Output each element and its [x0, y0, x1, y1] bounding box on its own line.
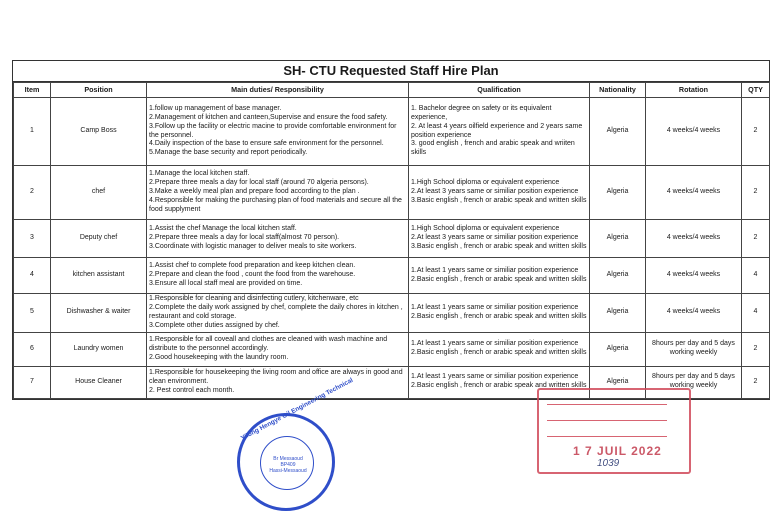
- stamp-rule: [547, 436, 667, 437]
- duty-line: 2.Prepare and clean the food , count the food from the warehouse.: [149, 271, 356, 279]
- duty-line: 4.Daily inspection of the base to ensure safe environment for the personnel.: [149, 140, 384, 148]
- stamp-reference: 1039: [597, 458, 620, 469]
- stamp-address: [268, 456, 308, 474]
- duty-line: 3.Make a weekly meal plan and prepare food according to the plan .: [149, 188, 360, 196]
- qualification-line: 2.Basic english , french or arabic speak and written skills: [411, 382, 587, 390]
- duty-line: 1.Assist chef to complete food preparation and keep kitchen clean.: [149, 262, 356, 270]
- qualification-line: 1.At least 1 years same or similiar position experience: [411, 373, 579, 381]
- stamp-rule: [547, 404, 667, 405]
- duty-line: 3.Coordinate with logistic manager to deliver meals to site workers.: [149, 242, 357, 250]
- header-rotation: Rotation: [646, 83, 742, 98]
- header-position: Position: [51, 83, 147, 98]
- stamp-address-line: Hassi-Messaoud: [269, 468, 307, 474]
- header-nationality: Nationality: [590, 83, 646, 98]
- table-header-row: [14, 83, 770, 98]
- qty-cell: 2: [742, 366, 770, 398]
- rotation-cell: 4 weeks/4 weeks: [646, 294, 742, 333]
- duty-line: 2.Good housekeeping with the laundry room.: [149, 353, 289, 361]
- position-cell: kitchen assistant: [51, 258, 147, 294]
- table-row: [14, 220, 770, 258]
- company-round-stamp: [237, 376, 355, 511]
- item-number-cell: 2: [14, 166, 51, 220]
- nationality-cell: Algeria: [590, 220, 646, 258]
- stamp-address-line: Br Messaoud BP409: [273, 456, 303, 468]
- item-number-cell: 5: [14, 294, 51, 333]
- qualification-line: 1.At least 1 years same or similiar position experience: [411, 303, 579, 311]
- item-number-cell: 6: [14, 332, 51, 366]
- position-cell: House Cleaner: [51, 366, 147, 398]
- duty-line: 1.Manage the local kitchen staff.: [149, 170, 250, 178]
- qualification-line: 2.Basic english , french or arabic speak and written skills: [411, 312, 587, 320]
- duties-cell: [147, 258, 409, 294]
- qualification-line: 2.Basic english , french or arabic speak and written skills: [411, 349, 587, 357]
- qualification-line: 2. At least 4 years oilfield experience and 2 years same position experience: [411, 122, 583, 139]
- nationality-cell: Algeria: [590, 366, 646, 398]
- duty-line: 3.Follow up the facility or electric macine to provide comfortable environment for the personnel.: [149, 122, 397, 139]
- table-row: [14, 294, 770, 333]
- qty-cell: 4: [742, 258, 770, 294]
- duties-cell: [147, 166, 409, 220]
- duty-line: 1.follow up management of base manager.: [149, 104, 282, 112]
- item-number-cell: 4: [14, 258, 51, 294]
- rotation-cell: 4 weeks/4 weeks: [646, 166, 742, 220]
- nationality-cell: Algeria: [590, 332, 646, 366]
- duty-line: 3.Complete other duties assigned by chef.: [149, 321, 280, 329]
- table-row: [14, 332, 770, 366]
- qty-cell: 2: [742, 98, 770, 166]
- staff-hire-plan-document: [12, 60, 770, 400]
- qty-cell: 4: [742, 294, 770, 333]
- duties-cell: [147, 366, 409, 398]
- header-duties: Main duties/ Responsibility: [147, 83, 409, 98]
- qualification-cell: [409, 332, 590, 366]
- qualification-cell: [409, 98, 590, 166]
- duty-line: 2. Pest control each month.: [149, 386, 235, 394]
- duty-line: 2.Prepare three meals a day for local staff(almost 70 person).: [149, 234, 340, 242]
- header-item: Item: [14, 83, 51, 98]
- duties-cell: [147, 294, 409, 333]
- duty-line: 2.Prepare three meals a day for local staff (around 70 algeria persons).: [149, 179, 369, 187]
- duty-line: 2.Management of kitchen and canteen,Supervise and ensure the food safety.: [149, 113, 388, 121]
- qualification-line: 2.At least 3 years same or similiar position experience: [411, 234, 579, 242]
- duty-line: 2.Complete the daily work assigned by chef, complete the daily chores in kitchen , restaurant and cold storage.: [149, 303, 403, 320]
- staff-table: [13, 82, 770, 399]
- stamp-rule: [547, 420, 667, 421]
- table-row: [14, 98, 770, 166]
- duty-line: 1.Responsible for housekeeping the living room and office are always in good and clean environment.: [149, 368, 403, 385]
- qty-cell: 2: [742, 220, 770, 258]
- header-qualification: Qualification: [409, 83, 590, 98]
- qualification-line: 2.Basic english , french or arabic speak and written skills: [411, 275, 587, 283]
- rotation-cell: 4 weeks/4 weeks: [646, 98, 742, 166]
- item-number-cell: 7: [14, 366, 51, 398]
- qualification-line: 1.At least 1 years same or similiar position experience: [411, 340, 579, 348]
- qualification-line: 1.At least 1 years same or similiar position experience: [411, 266, 579, 274]
- nationality-cell: Algeria: [590, 258, 646, 294]
- nationality-cell: Algeria: [590, 166, 646, 220]
- duty-line: 1.Responsible for cleaning and disinfecting cutlery, kitchenware, etc: [149, 295, 359, 302]
- qty-cell: 2: [742, 332, 770, 366]
- qualification-cell: [409, 294, 590, 333]
- nationality-cell: Algeria: [590, 98, 646, 166]
- qualification-line: 1. Bachelor degree on safety or its equivalent experience,: [411, 104, 552, 121]
- duty-line: 1.Assist the chef Manage the local kitchen staff.: [149, 225, 297, 233]
- qty-cell: 2: [742, 166, 770, 220]
- qualification-line: 3.Basic english , french or arabic speak and written skills: [411, 242, 587, 250]
- table-row: [14, 166, 770, 220]
- nationality-cell: Algeria: [590, 294, 646, 333]
- position-cell: Deputy chef: [51, 220, 147, 258]
- duty-line: 5.Manage the base security and report periodically.: [149, 149, 308, 157]
- qualification-line: 1.High School diploma or equivalent experience: [411, 179, 560, 187]
- item-number-cell: 1: [14, 98, 51, 166]
- duties-cell: [147, 220, 409, 258]
- table-row: [14, 258, 770, 294]
- rotation-cell: 4 weeks/4 weeks: [646, 258, 742, 294]
- item-number-cell: 3: [14, 220, 51, 258]
- duties-cell: [147, 98, 409, 166]
- qualification-cell: [409, 220, 590, 258]
- rotation-cell: 4 weeks/4 weeks: [646, 220, 742, 258]
- qualification-line: 3.Basic english , french or arabic speak and written skills: [411, 196, 587, 204]
- qualification-line: 3. good english , french and arabic speak and wriiten skills: [411, 140, 575, 157]
- document-title: SH- CTU Requested Staff Hire Plan: [13, 61, 769, 82]
- rotation-cell: 8hours per day and 5 days working weekly: [646, 366, 742, 398]
- duties-cell: [147, 332, 409, 366]
- qualification-cell: [409, 258, 590, 294]
- duty-line: 3.Ensure all local staff meal are provided on time.: [149, 279, 303, 287]
- qualification-line: 1.High School diploma or equivalent experience: [411, 225, 560, 233]
- position-cell: Laundry women: [51, 332, 147, 366]
- stamp-date: 1 7 JUIL 2022: [573, 444, 662, 458]
- position-cell: Camp Boss: [51, 98, 147, 166]
- position-cell: chef: [51, 166, 147, 220]
- position-cell: Dishwasher & waiter: [51, 294, 147, 333]
- qualification-cell: [409, 166, 590, 220]
- rotation-cell: 8hours per day and 5 days working weekly: [646, 332, 742, 366]
- qualification-line: 2.At least 3 years same or similiar position experience: [411, 188, 579, 196]
- header-qty: QTY: [742, 83, 770, 98]
- duty-line: 4.Responsible for making the purchasing plan of food materials and secure all the food supplyment: [149, 196, 402, 213]
- stamp-ring-text: Yilong Hengye Oil Engineering Technical: [239, 376, 355, 443]
- duty-line: 1.Responsible for all coveall and clothes are cleaned with wash machine and distribute to the personnel accordingly.: [149, 335, 388, 352]
- received-date-stamp: [537, 388, 691, 474]
